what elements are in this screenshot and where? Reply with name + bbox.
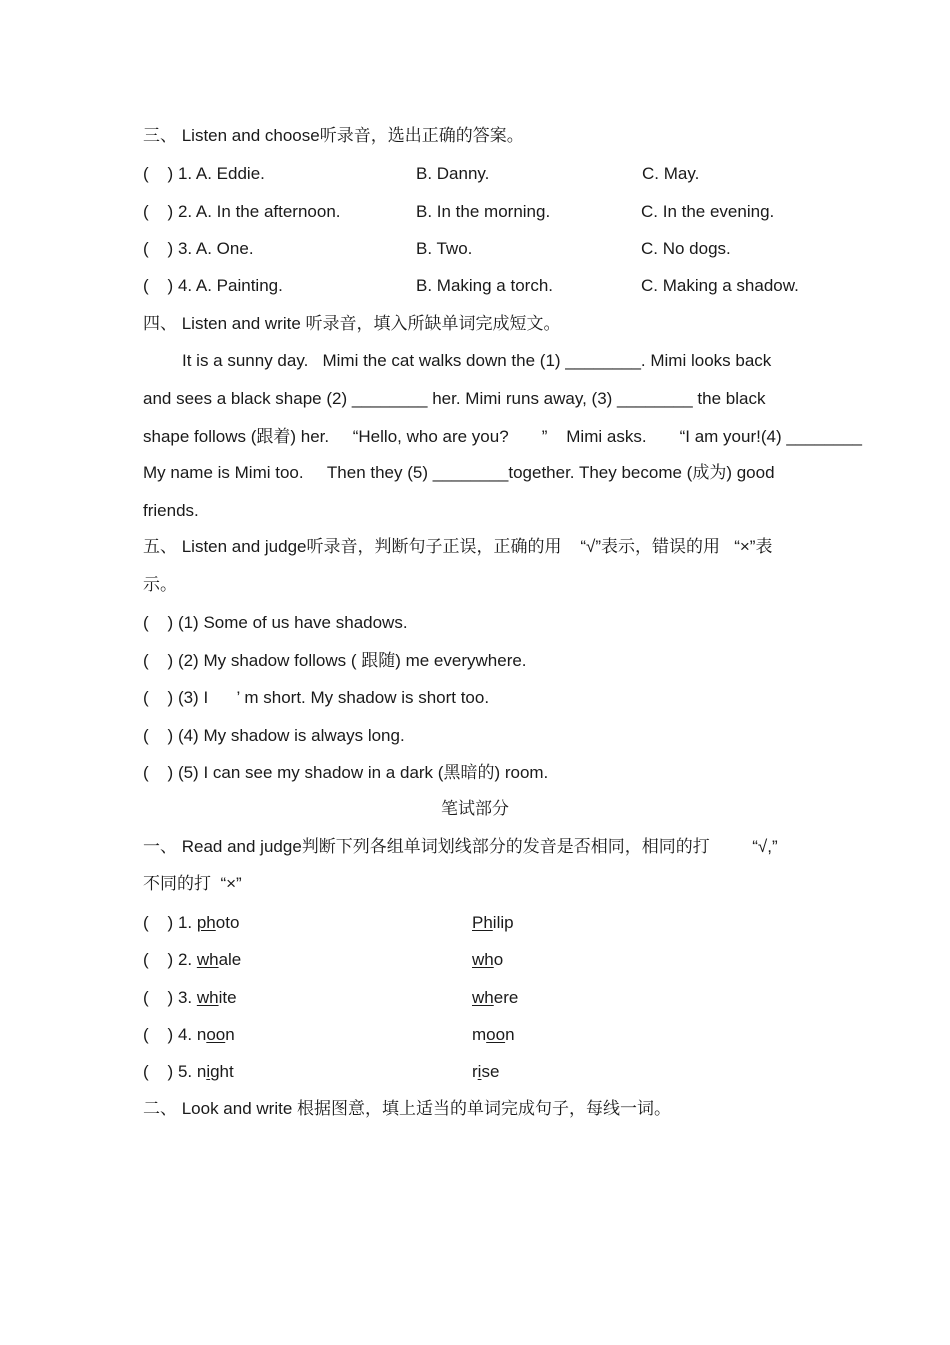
written-part-title: 笔试部分 (441, 799, 509, 818)
section-5-header-cont: 示。 (143, 575, 177, 594)
passage-line-1: It is a sunny day. Mimi the cat walks down the (1) ________. Mimi looks back (182, 351, 772, 370)
judge-item-5: ( ) (5) I can see my shadow in a dark (黑暗的) room. (143, 763, 549, 782)
question-4-option-a: ( ) 4. A. Painting. (143, 276, 283, 295)
question-4-option-c: C. Making a shadow. (641, 276, 799, 295)
question-2-option-c: C. In the evening. (641, 202, 775, 221)
word-pair-2-b: who (472, 950, 504, 969)
passage-line-4: My name is Mimi too. Then they (5) ________together. They become (成为) good (143, 463, 775, 482)
judge-item-2: ( ) (2) My shadow follows ( 跟随) me everywhere. (143, 651, 527, 670)
word-pair-2-a: ( ) 2. whale (143, 950, 242, 969)
section-3-header: 三、 Listen and choose听录音，选出正确的答案。 (143, 126, 524, 145)
section-4-header: 四、 Listen and write 听录音，填入所缺单词完成短文。 (143, 314, 561, 333)
word-pair-1-b: Philip (472, 913, 514, 932)
section-5-header: 五、 Listen and judge听录音，判断句子正误，正确的用 “√”表示，错误的用 “×”表 (143, 537, 773, 556)
passage-line-3: shape follows (跟着) her. “Hello, who are you? ” Mimi asks. “I am your!(4) ________ (143, 427, 862, 446)
word-pair-4-a: ( ) 4. noon (143, 1025, 235, 1044)
judge-item-4: ( ) (4) My shadow is always long. (143, 726, 405, 745)
passage-line-2: and sees a black shape (2) ________ her. Mimi runs away, (3) ________ the black (143, 389, 766, 408)
question-3-option-a: ( ) 3. A. One. (143, 239, 254, 258)
question-1-option-a: ( ) 1. A. Eddie. (143, 164, 265, 183)
written-section-1-header: 一、 Read and judge判断下列各组单词划线部分的发音是否相同，相同的打 “√,” (143, 837, 778, 856)
word-pair-3-b: where (472, 988, 519, 1007)
word-pair-5-a: ( ) 5. night (143, 1062, 234, 1081)
question-2-option-a: ( ) 2. A. In the afternoon. (143, 202, 341, 221)
word-pair-5-b: rise (472, 1062, 500, 1081)
judge-item-3: ( ) (3) I ’ m short. My shadow is short too. (143, 688, 490, 707)
written-section-2-header: 二、 Look and write 根据图意，填上适当的单词完成句子，每线一词。 (143, 1099, 672, 1118)
judge-item-1: ( ) (1) Some of us have shadows. (143, 613, 408, 632)
word-pair-1-a: ( ) 1. photo (143, 913, 240, 932)
question-2-option-b: B. In the morning. (416, 202, 551, 221)
written-section-1-header-cont: 不同的打 “×” (143, 874, 242, 893)
question-1-option-c: C. May. (642, 164, 700, 183)
question-3-option-b: B. Two. (416, 239, 473, 258)
question-1-option-b: B. Danny. (416, 164, 490, 183)
word-pair-4-b: moon (472, 1025, 515, 1044)
passage-line-5: friends. (143, 501, 199, 520)
question-3-option-c: C. No dogs. (641, 239, 731, 258)
word-pair-3-a: ( ) 3. white (143, 988, 237, 1007)
question-4-option-b: B. Making a torch. (416, 276, 554, 295)
